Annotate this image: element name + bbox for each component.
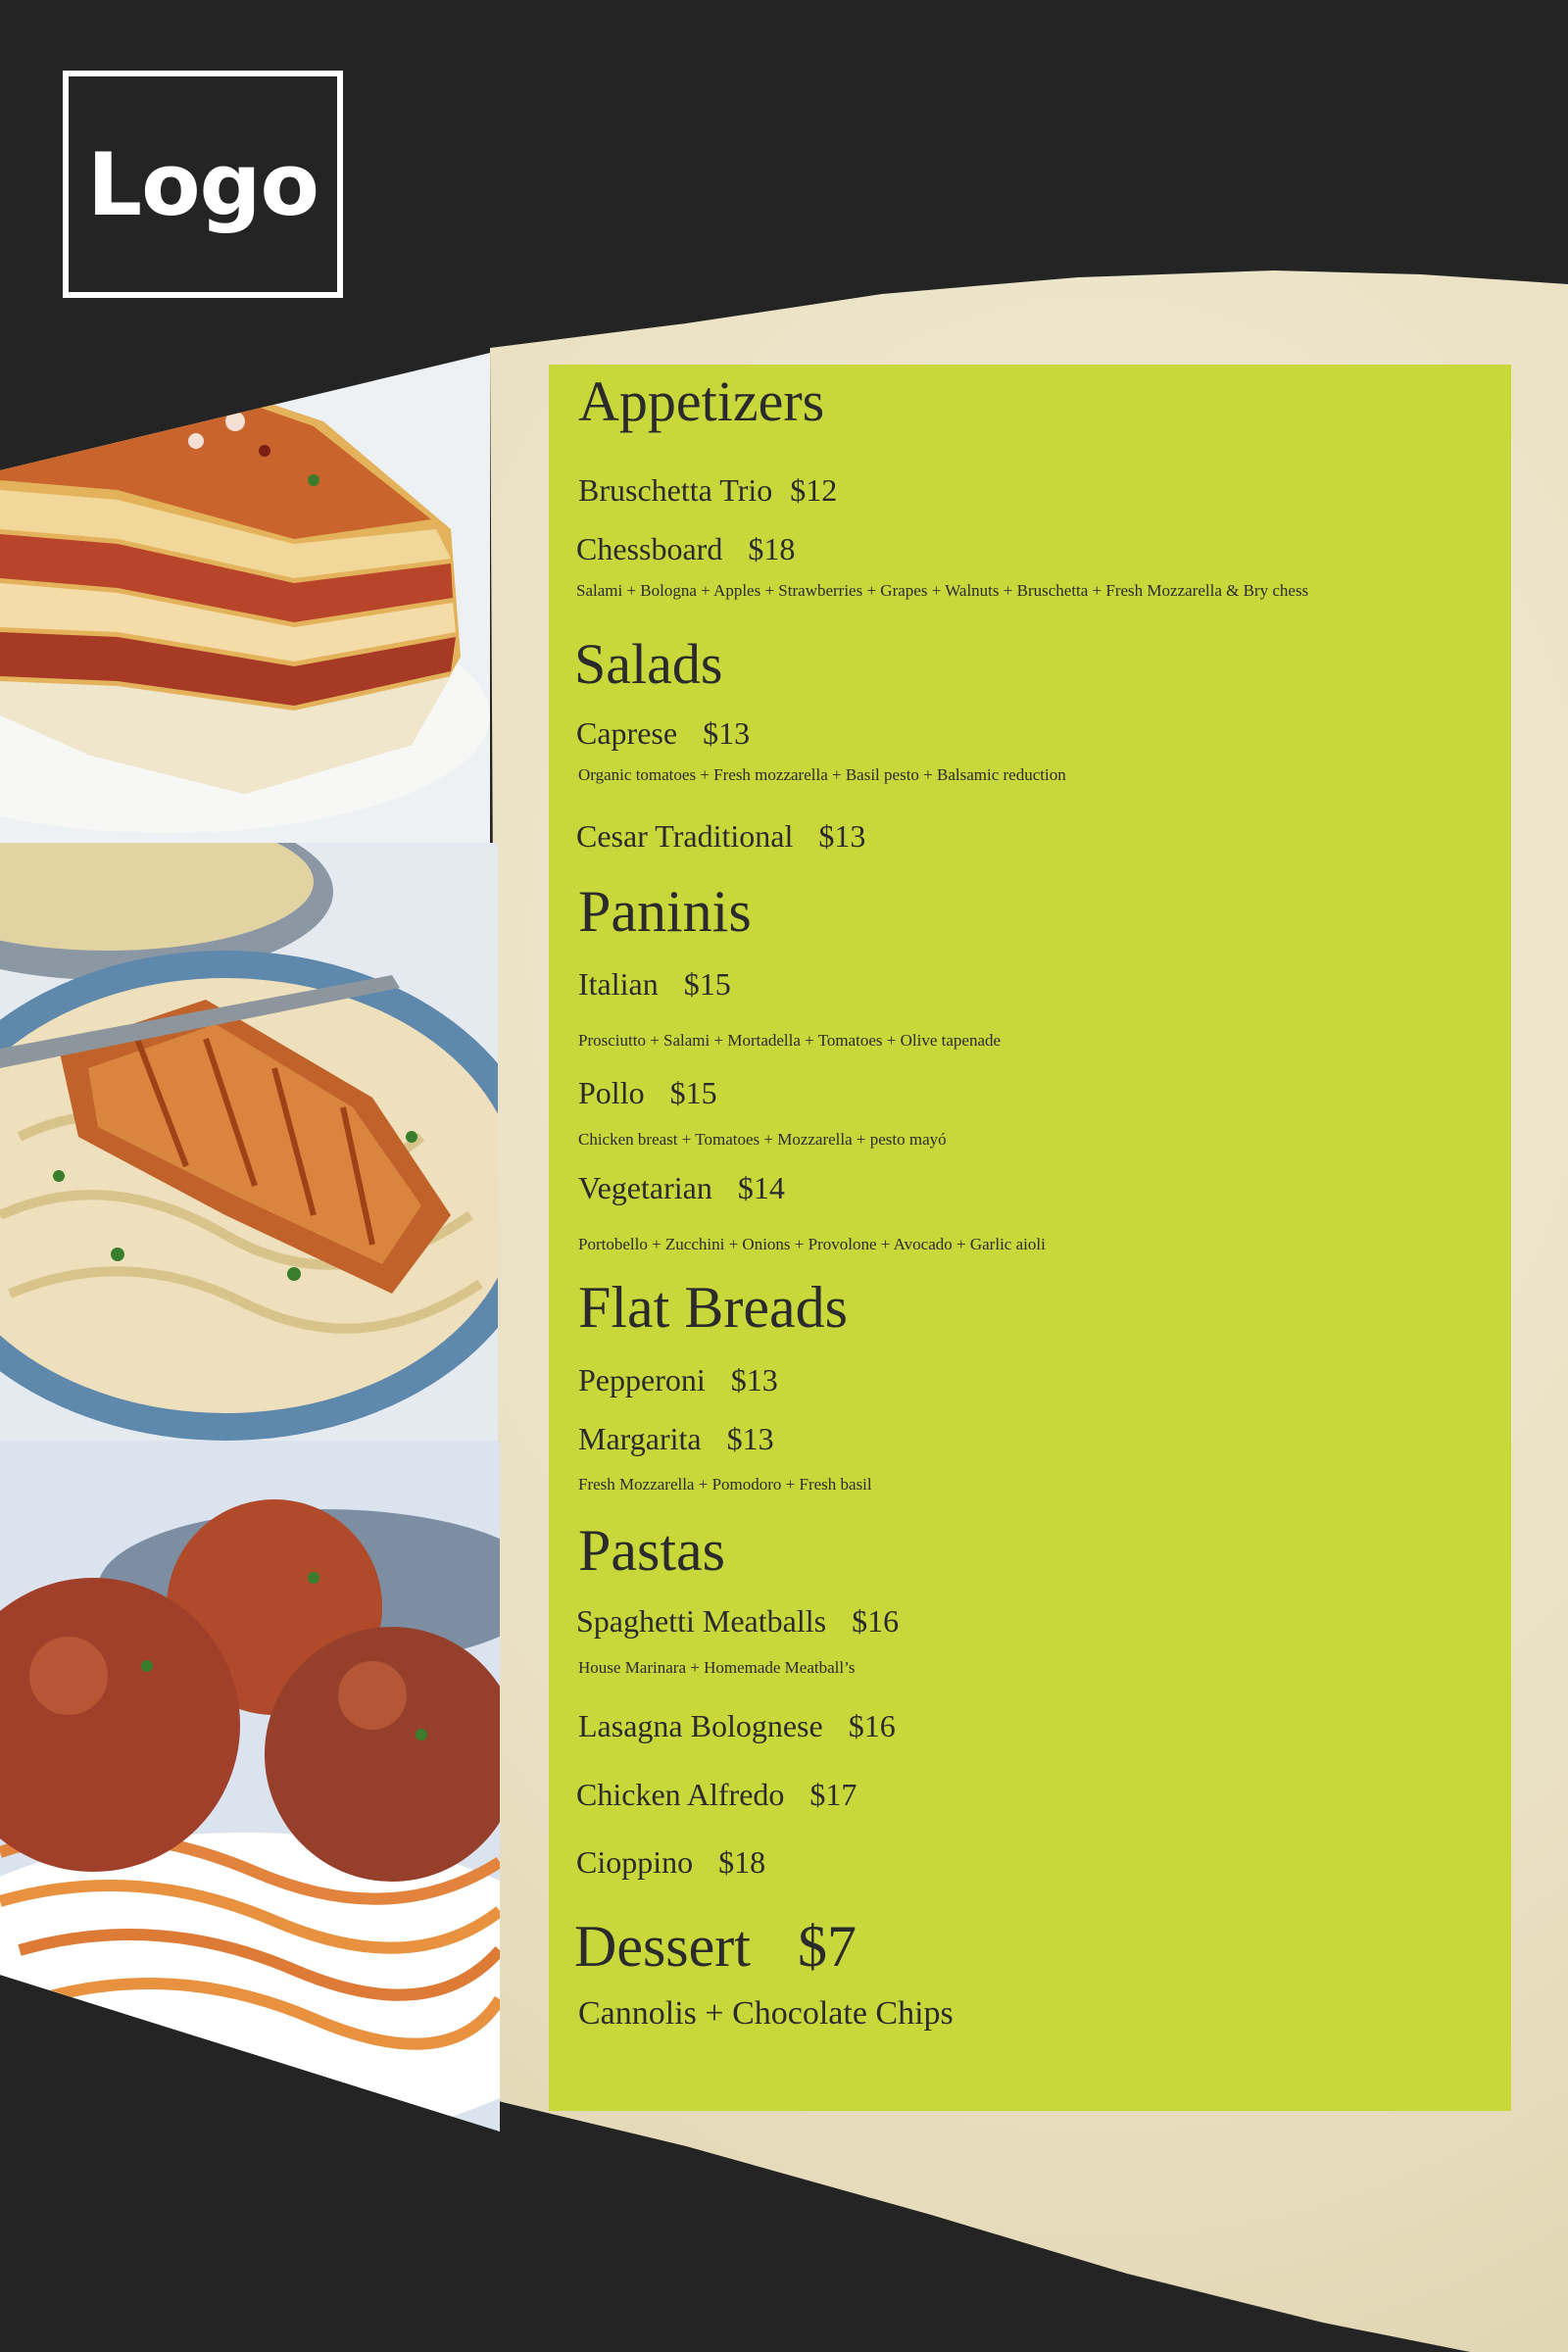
- section-title-pastas: Pastas: [578, 1518, 725, 1583]
- item-price: $16: [852, 1603, 900, 1639]
- item-name: Bruschetta Trio: [578, 472, 773, 508]
- menu-item-spaghetti-meatballs: [576, 1603, 899, 1640]
- logo-text: Logo: [87, 133, 318, 235]
- item-description-margarita: Fresh Mozzarella + Pomodoro + Fresh basil: [578, 1475, 872, 1494]
- menu-item-chessboard: [576, 531, 795, 567]
- menu-item-italian: [578, 966, 731, 1003]
- chicken-pasta-illustration: [0, 843, 498, 1441]
- item-name: Lasagna Bolognese: [578, 1708, 823, 1743]
- item-price: $15: [669, 1075, 717, 1110]
- item-name: Chessboard: [576, 531, 723, 566]
- item-price: $13: [726, 1421, 774, 1456]
- item-description-pollo: Chicken breast + Tomatoes + Mozzarella + pesto mayó: [578, 1130, 947, 1149]
- item-price: $18: [748, 531, 796, 566]
- dessert-price: $7: [797, 1914, 857, 1979]
- item-name: Caprese: [576, 715, 678, 751]
- menu-item-bruschetta-trio: [578, 472, 837, 509]
- section-title-salads: Salads: [574, 632, 723, 696]
- item-name: Vegetarian: [578, 1170, 712, 1205]
- menu-item-lasagna-bolognese: [578, 1708, 896, 1744]
- section-title-dessert: [574, 1913, 857, 1981]
- item-description-spaghetti-meatballs: House Marinara + Homemade Meatball’s: [578, 1658, 856, 1677]
- menu-item-cioppino: [576, 1844, 765, 1881]
- item-name: Chicken Alfredo: [576, 1777, 785, 1812]
- item-description-dessert: Cannolis + Chocolate Chips: [578, 1995, 954, 2032]
- lasagna-illustration: [0, 333, 490, 843]
- item-description-caprese: Organic tomatoes + Fresh mozzarella + Basil pesto + Balsamic reduction: [578, 765, 1066, 784]
- logo: [63, 71, 343, 298]
- item-price: $13: [818, 818, 866, 854]
- item-price: $18: [718, 1844, 766, 1880]
- menu-panel: [549, 365, 1511, 2111]
- lasagna-photo: [0, 333, 490, 843]
- menu-item-caprese: [576, 715, 750, 752]
- item-description-chessboard: Salami + Bologna + Apples + Strawberries + Grapes + Walnuts + Bruschetta + Fresh Mozzarella & Bry chess: [576, 581, 1309, 600]
- menu-item-cesar-traditional: [576, 818, 865, 855]
- item-description-vegetarian: Portobello + Zucchini + Onions + Provolone + Avocado + Garlic aioli: [578, 1235, 1046, 1253]
- menu-item-margarita: [578, 1421, 774, 1457]
- chicken-pasta-photo: [0, 843, 498, 1441]
- dessert-title: Dessert: [574, 1914, 751, 1979]
- item-price: $13: [703, 715, 751, 751]
- item-price: $13: [730, 1362, 778, 1397]
- menu-item-chicken-alfredo: [576, 1777, 857, 1813]
- menu-item-pollo: [578, 1075, 717, 1111]
- section-title-paninis: Paninis: [578, 879, 752, 944]
- item-name: Cioppino: [576, 1844, 694, 1880]
- item-name: Margarita: [578, 1421, 702, 1456]
- item-name: Pollo: [578, 1075, 645, 1110]
- item-name: Italian: [578, 966, 659, 1002]
- item-price: $14: [737, 1170, 785, 1205]
- item-description-italian: Prosciutto + Salami + Mortadella + Tomatoes + Olive tapenade: [578, 1031, 1002, 1050]
- menu-item-vegetarian: [578, 1170, 785, 1206]
- section-title-appetizers: Appetizers: [578, 369, 825, 433]
- item-price: $16: [848, 1708, 896, 1743]
- item-price: $15: [683, 966, 731, 1002]
- item-name: Cesar Traditional: [576, 818, 794, 854]
- item-price: $17: [809, 1777, 858, 1812]
- item-name: Pepperoni: [578, 1362, 706, 1397]
- item-name: Spaghetti Meatballs: [576, 1603, 827, 1639]
- section-title-flat-breads: Flat Breads: [578, 1275, 848, 1340]
- item-price: $12: [790, 472, 838, 508]
- menu-item-pepperoni: [578, 1362, 778, 1398]
